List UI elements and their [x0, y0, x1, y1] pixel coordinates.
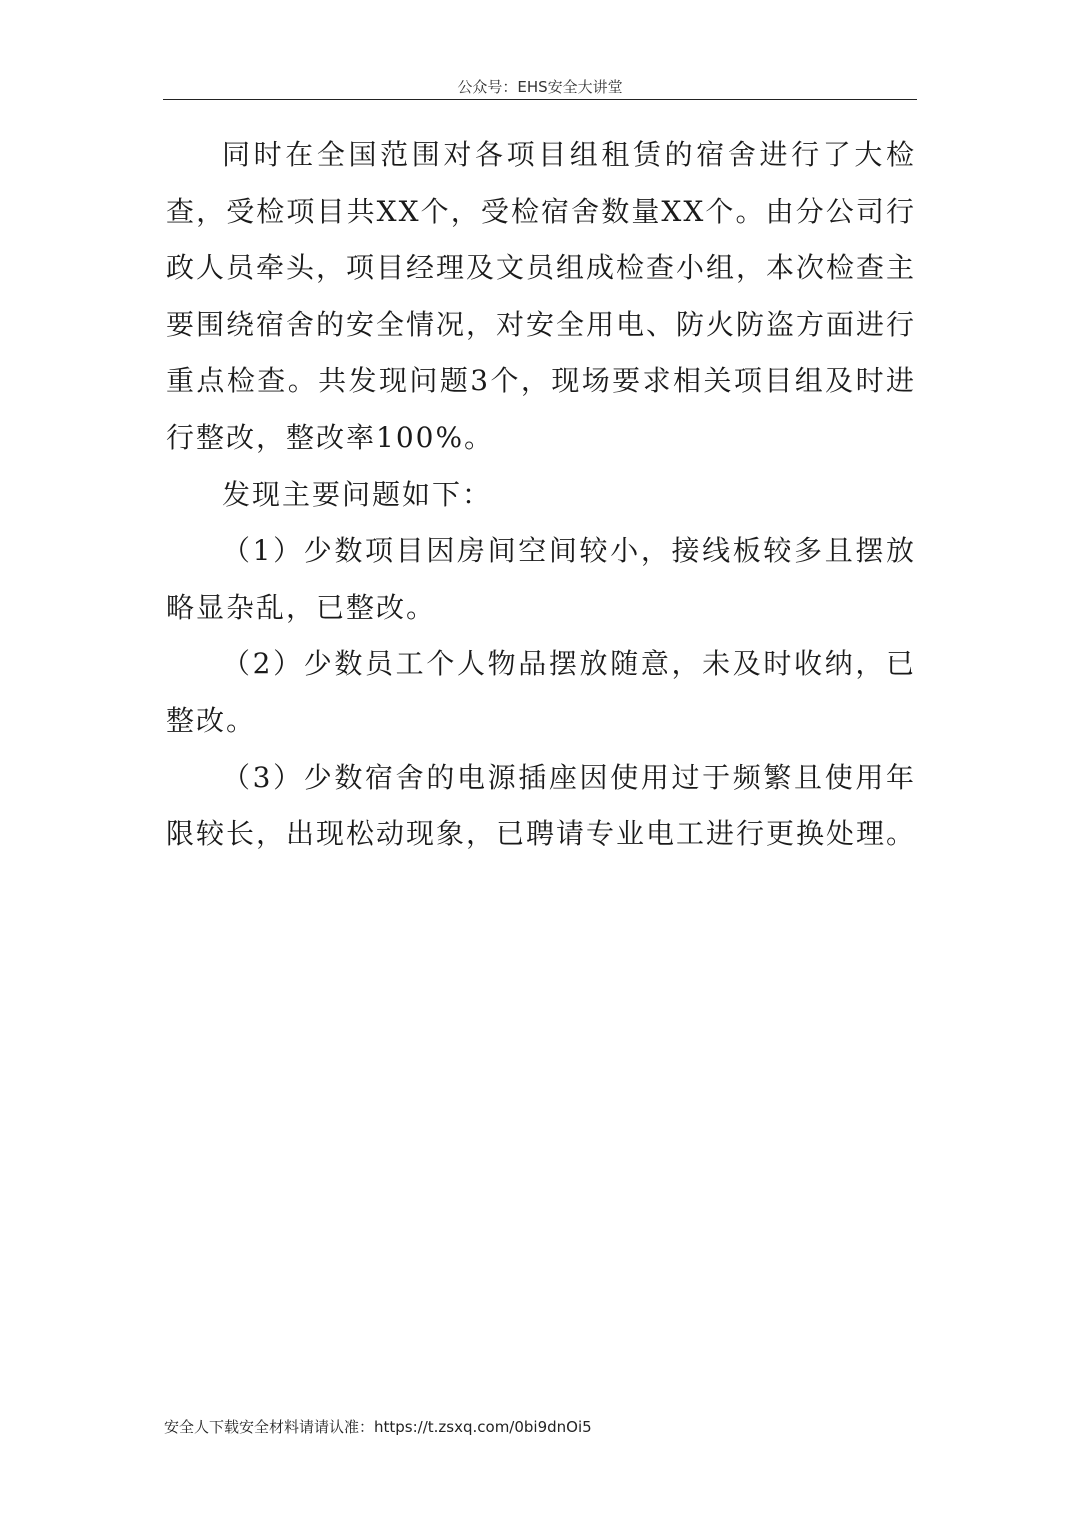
page-header: 公众号：EHS安全大讲堂	[457, 78, 623, 96]
paragraph-issue-2: （2）少数员工个人物品摆放随意，未及时收纳，已整改。	[166, 647, 916, 737]
paragraph-issue-1: （1）少数项目因房间空间较小，接线板较多且摆放略显杂乱，已整改。	[166, 534, 916, 624]
paragraph-inspection-summary: 同时在全国范围对各项目组租赁的宿舍进行了大检查，受检项目共XX个，受检宿舍数量XX个。由分公司行政人员牵头，项目经理及文员组成检查小组，本次检查主要围绕宿舍的安全情况，对安全用电、防火防盗方面进行重点检查。共发现问题3个，现场要求相关项目组及时进行整改，整改率100%。	[166, 138, 917, 454]
document-body	[166, 127, 916, 863]
paragraph-issues-heading: 发现主要问题如下：	[222, 477, 493, 511]
paragraph-issue-3: （3）少数宿舍的电源插座因使用过于频繁且使用年限较长，出现松动现象，已聘请专业电工进行更换处理。	[166, 760, 917, 851]
header-divider	[163, 99, 917, 100]
page-footer: 安全人下载安全材料请请认准：https://t.zsxq.com/0bi9dnOi5	[164, 1418, 592, 1436]
